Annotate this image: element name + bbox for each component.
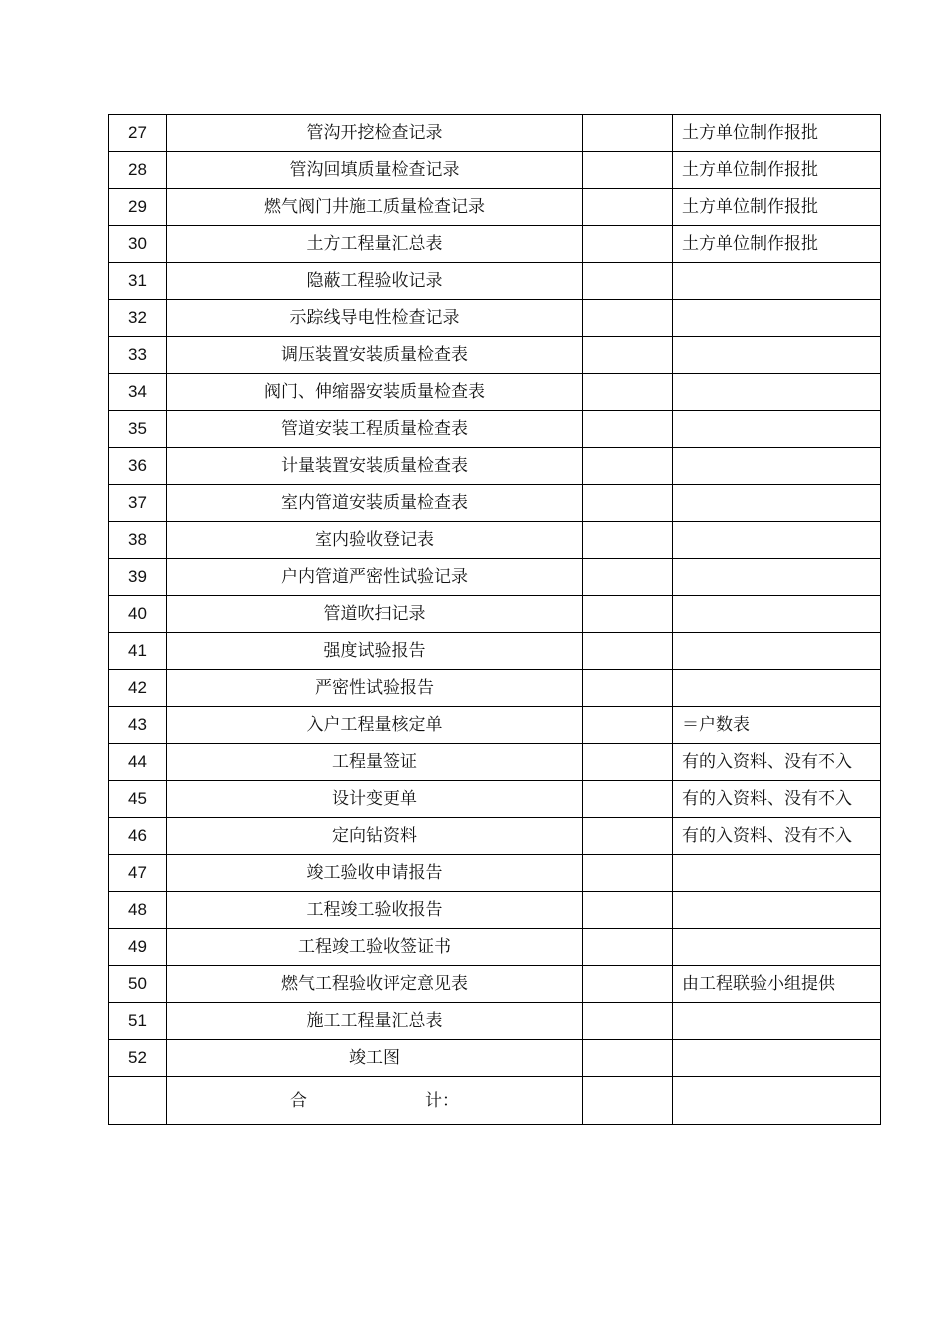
remark-cell: 土方单位制作报批 — [673, 115, 881, 152]
remark-cell — [673, 596, 881, 633]
table-row — [109, 485, 881, 522]
row-number-cell: 33 — [109, 337, 167, 374]
row-number-cell: 46 — [109, 818, 167, 855]
row-number-cell: 28 — [109, 152, 167, 189]
table-row — [109, 411, 881, 448]
quantity-cell — [583, 818, 673, 855]
table-row — [109, 707, 881, 744]
document-name-cell: 竣工验收申请报告 — [167, 855, 583, 892]
table-row — [109, 115, 881, 152]
quantity-cell — [583, 152, 673, 189]
row-number-cell: 50 — [109, 966, 167, 1003]
row-number-cell: 45 — [109, 781, 167, 818]
row-number-cell: 37 — [109, 485, 167, 522]
document-name-cell: 计量装置安装质量检查表 — [167, 448, 583, 485]
document-name-cell: 设计变更单 — [167, 781, 583, 818]
table-row — [109, 596, 881, 633]
quantity-cell — [583, 892, 673, 929]
document-name-cell: 户内管道严密性试验记录 — [167, 559, 583, 596]
table-row — [109, 929, 881, 966]
document-name-cell: 燃气工程验收评定意见表 — [167, 966, 583, 1003]
row-number-cell: 43 — [109, 707, 167, 744]
row-number-cell: 30 — [109, 226, 167, 263]
total-quantity-cell — [583, 1077, 673, 1125]
total-label — [167, 1091, 582, 1111]
row-number-cell: 35 — [109, 411, 167, 448]
remark-cell: 土方单位制作报批 — [673, 189, 881, 226]
quantity-cell — [583, 189, 673, 226]
remark-cell — [673, 263, 881, 300]
remark-cell: ＝户数表 — [673, 707, 881, 744]
document-name-cell: 土方工程量汇总表 — [167, 226, 583, 263]
document-name-cell: 室内验收登记表 — [167, 522, 583, 559]
document-name-cell: 工程竣工验收报告 — [167, 892, 583, 929]
table-row — [109, 1003, 881, 1040]
table-row — [109, 781, 881, 818]
remark-cell: 有的入资料、没有不入 — [673, 744, 881, 781]
quantity-cell — [583, 855, 673, 892]
document-name-cell: 示踪线导电性检查记录 — [167, 300, 583, 337]
remark-cell: 有的入资料、没有不入 — [673, 818, 881, 855]
row-number-cell: 52 — [109, 1040, 167, 1077]
row-number-cell: 27 — [109, 115, 167, 152]
document-name-cell: 入户工程量核定单 — [167, 707, 583, 744]
quantity-cell — [583, 781, 673, 818]
quantity-cell — [583, 300, 673, 337]
document-name-cell: 室内管道安装质量检查表 — [167, 485, 583, 522]
total-label-cell — [167, 1077, 583, 1125]
quantity-cell — [583, 337, 673, 374]
row-number-cell: 34 — [109, 374, 167, 411]
quantity-cell — [583, 374, 673, 411]
quantity-cell — [583, 707, 673, 744]
row-number-cell: 40 — [109, 596, 167, 633]
table-row — [109, 226, 881, 263]
row-number-cell: 36 — [109, 448, 167, 485]
table-row — [109, 189, 881, 226]
remark-cell — [673, 411, 881, 448]
quantity-cell — [583, 411, 673, 448]
table-row — [109, 522, 881, 559]
table-row — [109, 818, 881, 855]
remark-cell: 土方单位制作报批 — [673, 152, 881, 189]
remark-cell — [673, 374, 881, 411]
document-name-cell: 管沟开挖检查记录 — [167, 115, 583, 152]
document-name-cell: 燃气阀门井施工质量检查记录 — [167, 189, 583, 226]
quantity-cell — [583, 226, 673, 263]
quantity-cell — [583, 115, 673, 152]
total-remark-cell — [673, 1077, 881, 1125]
quantity-cell — [583, 633, 673, 670]
table-row — [109, 670, 881, 707]
document-name-cell: 管道吹扫记录 — [167, 596, 583, 633]
document-name-cell: 竣工图 — [167, 1040, 583, 1077]
remark-cell — [673, 485, 881, 522]
row-number-cell: 47 — [109, 855, 167, 892]
quantity-cell — [583, 744, 673, 781]
row-number-cell: 51 — [109, 1003, 167, 1040]
row-number-cell: 48 — [109, 892, 167, 929]
table-row — [109, 892, 881, 929]
quantity-cell — [583, 1040, 673, 1077]
remark-cell — [673, 300, 881, 337]
row-number-cell: 42 — [109, 670, 167, 707]
row-number-cell: 49 — [109, 929, 167, 966]
table-row — [109, 633, 881, 670]
remark-cell — [673, 929, 881, 966]
document-name-cell: 工程竣工验收签证书 — [167, 929, 583, 966]
remark-cell — [673, 670, 881, 707]
document-name-cell: 严密性试验报告 — [167, 670, 583, 707]
row-number-cell: 29 — [109, 189, 167, 226]
table-row — [109, 152, 881, 189]
document-list-table — [108, 114, 881, 1125]
quantity-cell — [583, 596, 673, 633]
remark-cell: 土方单位制作报批 — [673, 226, 881, 263]
table-row — [109, 448, 881, 485]
total-label-part2: 计： — [425, 1090, 459, 1111]
quantity-cell — [583, 485, 673, 522]
table-row — [109, 855, 881, 892]
row-number-cell: 44 — [109, 744, 167, 781]
remark-cell — [673, 448, 881, 485]
total-number-cell — [109, 1077, 167, 1125]
remark-cell — [673, 633, 881, 670]
document-name-cell: 强度试验报告 — [167, 633, 583, 670]
table-row — [109, 559, 881, 596]
table-row — [109, 1040, 881, 1077]
document-name-cell: 管沟回填质量检查记录 — [167, 152, 583, 189]
table-row — [109, 263, 881, 300]
quantity-cell — [583, 448, 673, 485]
document-name-cell: 施工工程量汇总表 — [167, 1003, 583, 1040]
row-number-cell: 31 — [109, 263, 167, 300]
total-label-part1: 合 — [290, 1090, 307, 1111]
table-row — [109, 744, 881, 781]
remark-cell — [673, 892, 881, 929]
remark-cell — [673, 559, 881, 596]
quantity-cell — [583, 522, 673, 559]
remark-cell: 有的入资料、没有不入 — [673, 781, 881, 818]
remark-cell — [673, 1040, 881, 1077]
quantity-cell — [583, 263, 673, 300]
table-row — [109, 374, 881, 411]
document-name-cell: 工程量签证 — [167, 744, 583, 781]
document-name-cell: 阀门、伸缩器安装质量检查表 — [167, 374, 583, 411]
total-row — [109, 1077, 881, 1125]
table-row — [109, 300, 881, 337]
remark-cell — [673, 1003, 881, 1040]
remark-cell — [673, 855, 881, 892]
document-name-cell: 管道安装工程质量检查表 — [167, 411, 583, 448]
row-number-cell: 41 — [109, 633, 167, 670]
row-number-cell: 38 — [109, 522, 167, 559]
row-number-cell: 39 — [109, 559, 167, 596]
document-name-cell: 调压装置安装质量检查表 — [167, 337, 583, 374]
row-number-cell: 32 — [109, 300, 167, 337]
table-row — [109, 966, 881, 1003]
quantity-cell — [583, 929, 673, 966]
table-row — [109, 337, 881, 374]
quantity-cell — [583, 966, 673, 1003]
quantity-cell — [583, 1003, 673, 1040]
quantity-cell — [583, 559, 673, 596]
document-name-cell: 隐蔽工程验收记录 — [167, 263, 583, 300]
remark-cell — [673, 337, 881, 374]
quantity-cell — [583, 670, 673, 707]
remark-cell: 由工程联验小组提供 — [673, 966, 881, 1003]
document-name-cell: 定向钻资料 — [167, 818, 583, 855]
remark-cell — [673, 522, 881, 559]
table-body — [109, 115, 881, 1125]
